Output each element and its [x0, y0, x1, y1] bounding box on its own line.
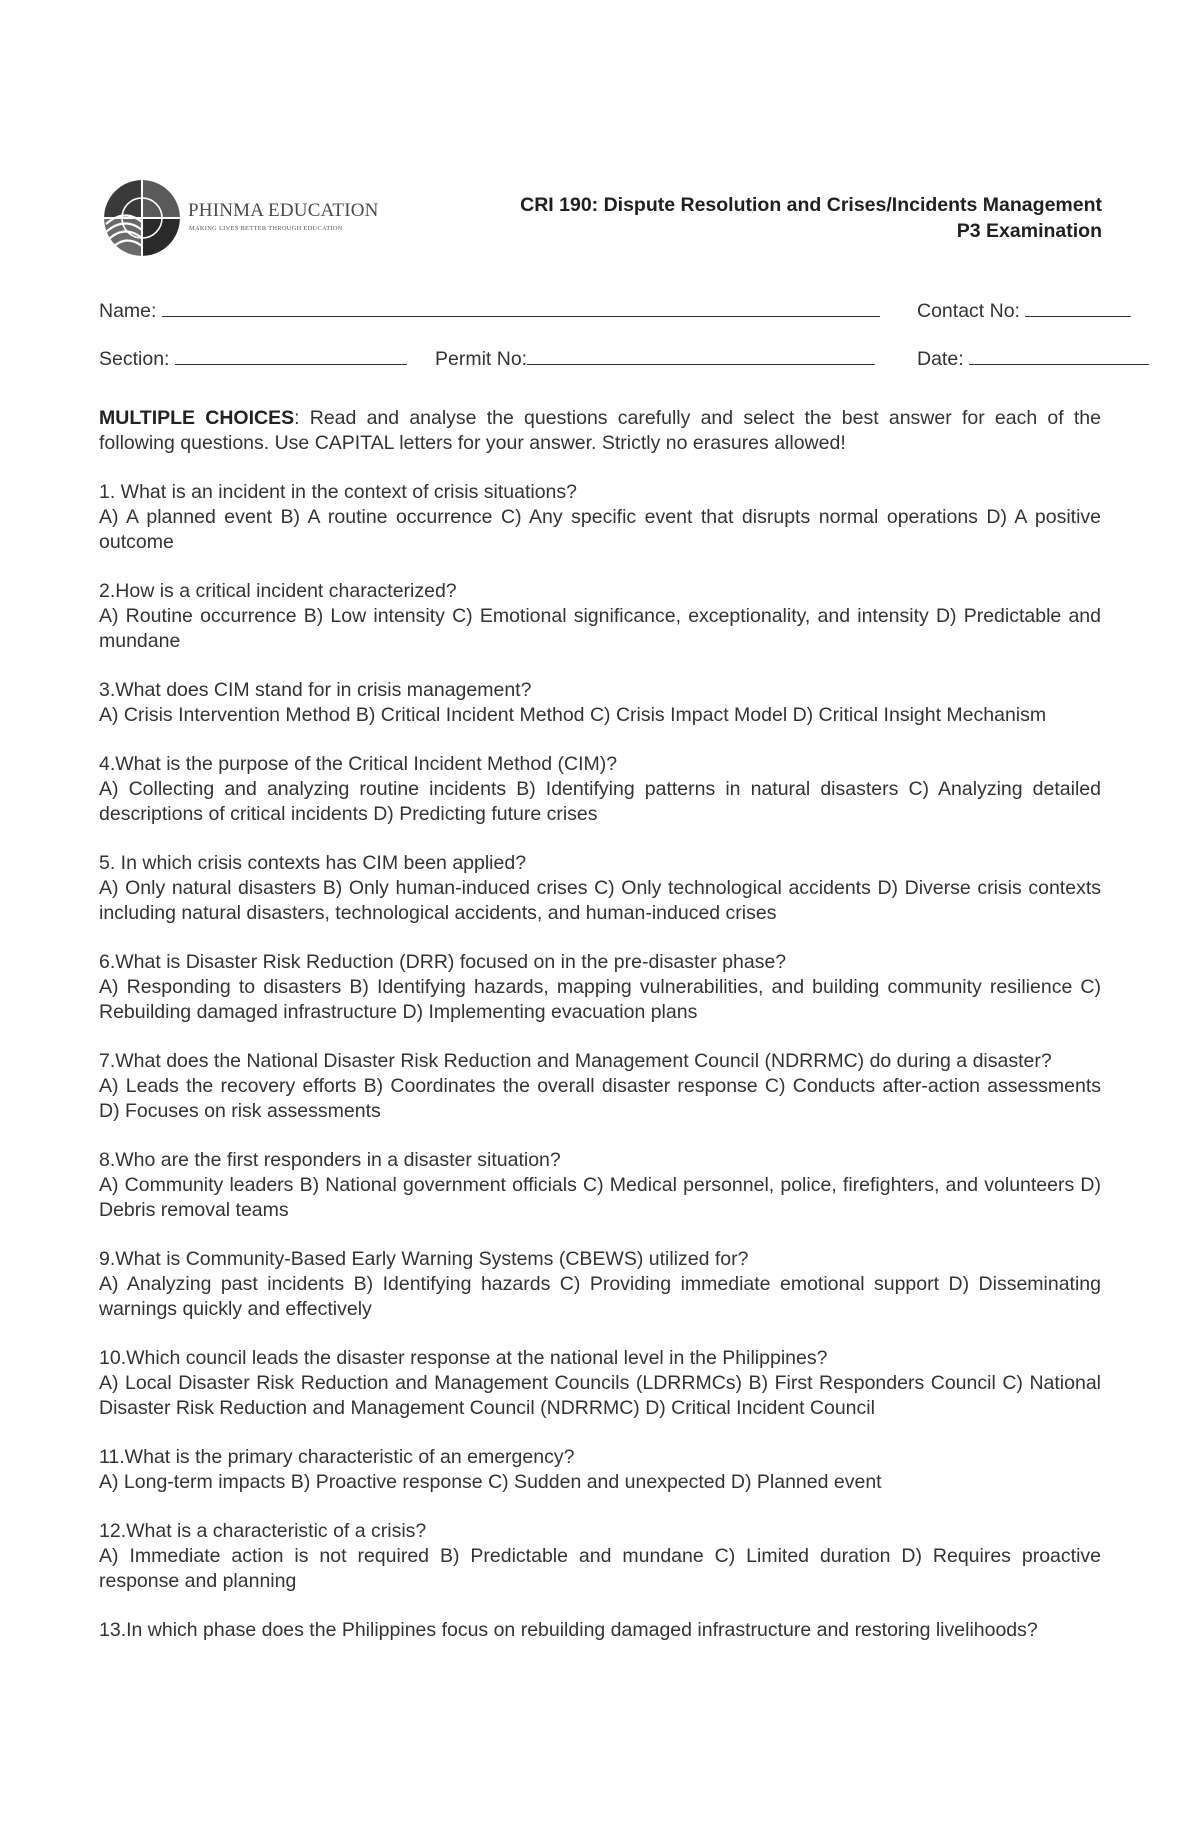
question-options: A) Immediate action is not required B) Predictable and mundane C) Limited duration D) Requires proactive response and planning	[99, 1545, 1101, 1592]
question-text: 11.What is the primary characteristic of an emergency?	[99, 1446, 575, 1468]
question-options: A) Local Disaster Risk Reduction and Management Councils (LDRRMCs) B) First Responders Council C) National Disaster Risk Reduction and Management Council (NDRRMC) D) Critical Incident Council	[99, 1372, 1101, 1419]
section-field[interactable]	[175, 348, 407, 365]
question-options: A) Collecting and analyzing routine incidents B) Identifying patterns in natural disasters C) Analyzing detailed descriptions of critical incidents D) Predicting future crises	[99, 778, 1101, 825]
question-options: A) Only natural disasters B) Only human-induced crises C) Only technological accidents D) Diverse crisis contexts including natural disasters, technological accidents, and human-induced crises	[99, 877, 1101, 924]
section-row	[99, 348, 407, 371]
course-header	[520, 192, 1102, 244]
question-options: A) Community leaders B) National government officials C) Medical personnel, police, firefighters, and volunteers D) Debris removal teams	[99, 1174, 1101, 1221]
question-text: 3.What does CIM stand for in crisis management?	[99, 679, 532, 701]
logo-tagline: MAKING LIVES BETTER THROUGH EDUCATION	[189, 225, 343, 232]
instructions	[99, 406, 1101, 456]
course-title: Dispute Resolution and Crises/Incidents Management	[603, 194, 1102, 216]
permit-field[interactable]	[527, 348, 875, 365]
instructions-text: : Read and analyse the questions carefully and select the best answer for each of the following questions. Use CAPITAL letters for your answer. Strictly no erasures allowed!	[99, 407, 1101, 454]
question-options: A) Analyzing past incidents B) Identifying hazards C) Providing immediate emotional support D) Disseminating warnings quickly and effectively	[99, 1273, 1101, 1320]
question-text: 6.What is Disaster Risk Reduction (DRR) focused on in the pre-disaster phase?	[99, 951, 787, 973]
name-field[interactable]	[162, 300, 880, 317]
question-options: A) A planned event B) A routine occurrence C) Any specific event that disrupts normal operations D) A positive outcome	[99, 506, 1101, 553]
name-label: Name:	[99, 300, 157, 322]
question-list	[99, 480, 1101, 1643]
question-options: A) Crisis Intervention Method B) Critical Incident Method C) Crisis Impact Model D) Critical Insight Mechanism	[99, 704, 1047, 726]
question-text: 5. In which crisis contexts has CIM been applied?	[99, 852, 527, 874]
contact-field[interactable]	[1025, 300, 1131, 317]
question-options: A) Long-term impacts B) Proactive response C) Sudden and unexpected D) Planned event	[99, 1471, 882, 1493]
question-text: 13.In which phase does the Philippines focus on rebuilding damaged infrastructure and restoring livelihoods?	[99, 1619, 1038, 1641]
question-item	[99, 678, 1101, 728]
question-options: A) Routine occurrence B) Low intensity C) Emotional significance, exceptionality, and intensity D) Predictable and mundane	[99, 605, 1101, 652]
question-item	[99, 851, 1101, 926]
course-code: CRI 190:	[520, 194, 599, 216]
globe-logo-icon	[102, 178, 186, 258]
phinma-logo	[102, 178, 379, 258]
instructions-heading: MULTIPLE CHOICES	[99, 407, 295, 429]
question-item	[99, 1519, 1101, 1594]
question-text: 7.What does the National Disaster Risk Reduction and Management Council (NDRRMC) do during a disaster?	[99, 1050, 1052, 1072]
date-row	[917, 348, 1149, 371]
contact-row	[917, 300, 1131, 323]
question-text: 12.What is a characteristic of a crisis?	[99, 1520, 427, 1542]
question-text: 9.What is Community-Based Early Warning Systems (CBEWS) utilized for?	[99, 1248, 749, 1270]
contact-label: Contact No:	[917, 300, 1020, 322]
name-row	[99, 300, 880, 323]
exam-content	[99, 406, 1101, 1667]
question-text: 10.Which council leads the disaster response at the national level in the Philippines?	[99, 1347, 828, 1369]
question-item	[99, 480, 1101, 555]
permit-label: Permit No:	[435, 348, 528, 370]
date-field[interactable]	[969, 348, 1149, 365]
question-item	[99, 579, 1101, 654]
date-label: Date:	[917, 348, 964, 370]
question-item	[99, 1049, 1101, 1124]
question-item	[99, 1148, 1101, 1223]
question-item	[99, 1618, 1101, 1643]
question-item	[99, 752, 1101, 827]
question-item	[99, 950, 1101, 1025]
question-options: A) Leads the recovery efforts B) Coordinates the overall disaster response C) Conducts after-action assessments D) Focuses on risk assessments	[99, 1075, 1101, 1122]
course-title-line	[520, 192, 1102, 218]
exam-title: P3 Examination	[956, 220, 1102, 242]
question-text: 8.Who are the first responders in a disaster situation?	[99, 1149, 561, 1171]
question-options: A) Responding to disasters B) Identifying hazards, mapping vulnerabilities, and building community resilience C) Rebuilding damaged infrastructure D) Implementing evacuation plans	[99, 976, 1101, 1023]
question-item	[99, 1346, 1101, 1421]
permit-row	[435, 348, 875, 371]
logo-name: PHINMA EDUCATION	[188, 200, 379, 221]
question-text: 2.How is a critical incident characterized?	[99, 580, 457, 602]
section-label: Section:	[99, 348, 170, 370]
question-text: 1. What is an incident in the context of crisis situations?	[99, 481, 577, 503]
question-item	[99, 1445, 1101, 1495]
question-item	[99, 1247, 1101, 1322]
question-text: 4.What is the purpose of the Critical Incident Method (CIM)?	[99, 753, 618, 775]
